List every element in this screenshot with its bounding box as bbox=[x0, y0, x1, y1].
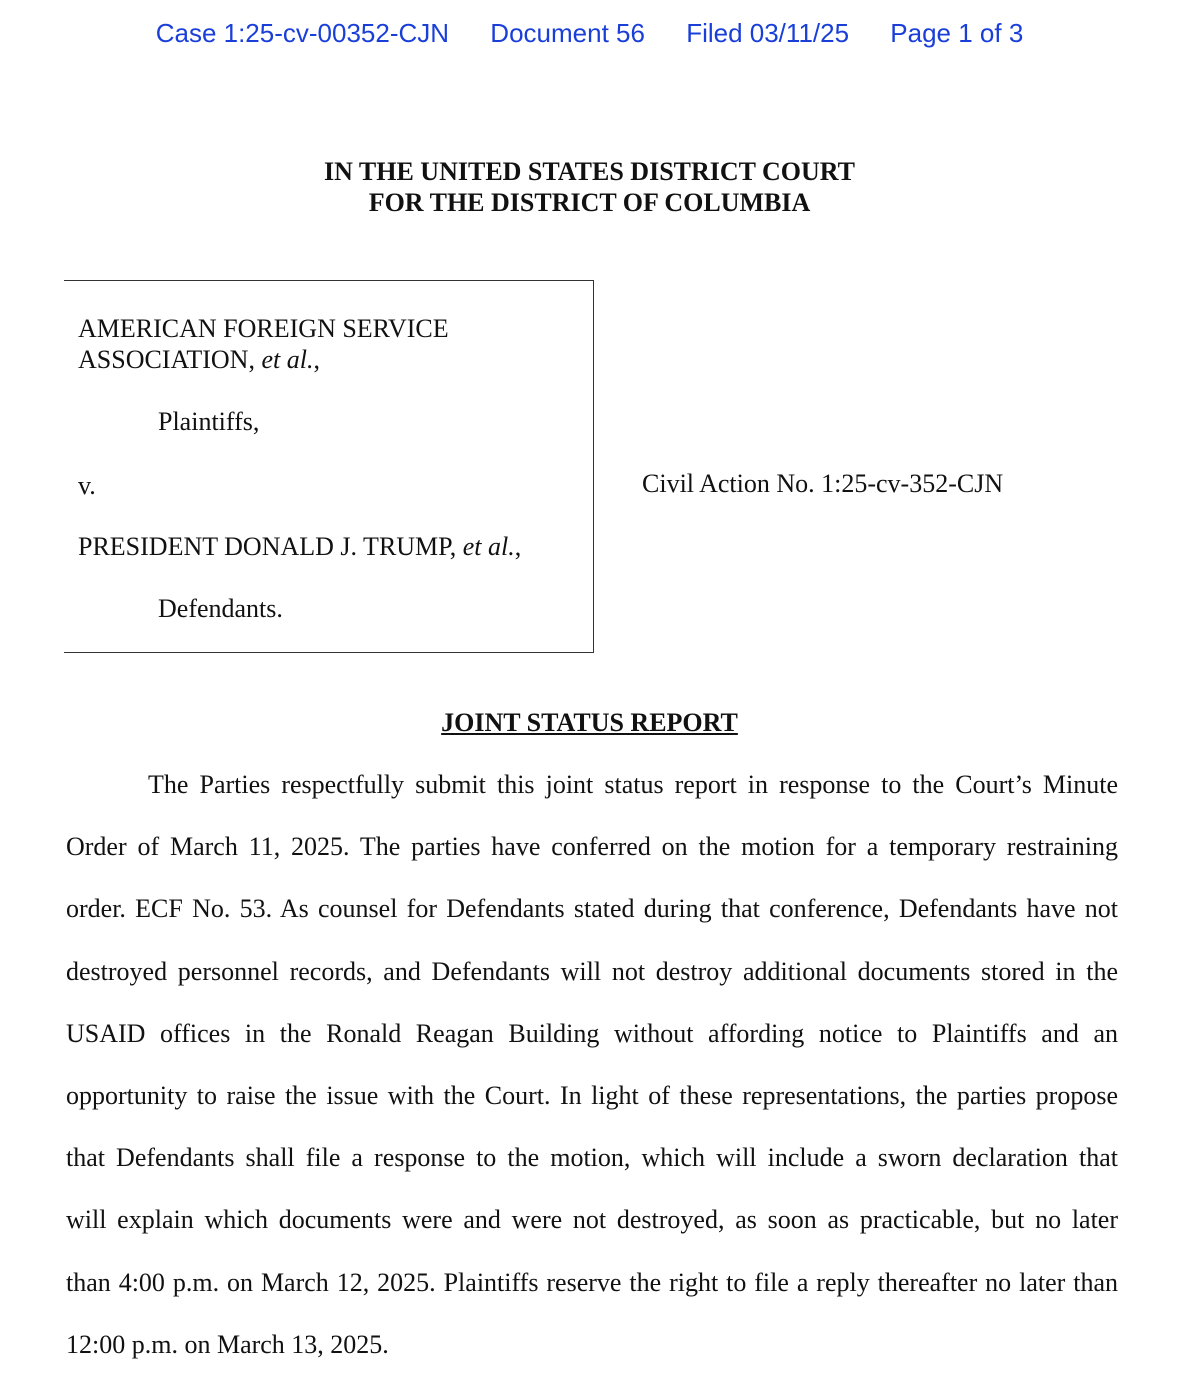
body-line: than 4:00 p.m. on March 12, 2025. Plaintiffs reserve the right to file a reply thereafter no later than bbox=[66, 1267, 1118, 1297]
body-line: Order of March 11, 2025. The parties have conferred on the motion for a temporary restraining bbox=[66, 832, 1118, 862]
court-district: FOR THE DISTRICT OF COLUMBIA bbox=[368, 188, 811, 217]
body-line: opportunity to raise the issue with the Court. In light of these representations, the parties propose bbox=[66, 1080, 1118, 1110]
defendant-name bbox=[78, 531, 521, 562]
plaintiff-role: Plaintiffs, bbox=[158, 407, 260, 436]
plaintiff-name-line2 bbox=[78, 344, 320, 375]
defendant-et-al: et al. bbox=[462, 532, 515, 561]
body-line: 12:00 p.m. on March 13, 2025. bbox=[66, 1329, 389, 1359]
plaintiff-name-line1: AMERICAN FOREIGN SERVICE bbox=[78, 314, 449, 343]
defendant-name-text: PRESIDENT DONALD J. TRUMP, bbox=[78, 532, 457, 561]
plaintiff-et-al: et al. bbox=[261, 345, 314, 374]
body-line: order. ECF No. 53. As counsel for Defendants stated during that conference, Defendants have not bbox=[66, 894, 1118, 924]
court-name: IN THE UNITED STATES DISTRICT COURT bbox=[323, 157, 856, 186]
page-indicator: Page 1 of 3 bbox=[890, 18, 1024, 48]
body-line: will explain which documents were and were not destroyed, as soon as practicable, but no later bbox=[66, 1205, 1118, 1235]
body-line: USAID offices in the Ronald Reagan Building without affording notice to Plaintiffs and an bbox=[66, 1018, 1118, 1048]
filed-date: Filed 03/11/25 bbox=[686, 18, 850, 48]
defendant-role: Defendants. bbox=[158, 594, 283, 623]
case-number: Case 1:25-cv-00352-CJN bbox=[155, 18, 450, 48]
body-line: The Parties respectfully submit this joint status report in response to the Court’s Minute bbox=[148, 770, 1118, 799]
court-heading bbox=[0, 156, 1179, 218]
defendant-comma: , bbox=[514, 532, 522, 561]
document-number: Document 56 bbox=[490, 18, 645, 48]
plaintiff-name-text: ASSOCIATION, bbox=[78, 345, 255, 374]
case-caption-box bbox=[64, 280, 594, 653]
body-paragraph bbox=[66, 767, 1118, 1389]
body-line: that Defendants shall file a response to the motion, which will include a sworn declaration that bbox=[66, 1143, 1118, 1173]
report-title: JOINT STATUS REPORT bbox=[441, 708, 738, 737]
versus: v. bbox=[78, 471, 96, 500]
body-line: destroyed personnel records, and Defendants will not destroy additional documents stored in the bbox=[66, 956, 1118, 986]
plaintiff-comma: , bbox=[313, 345, 320, 374]
civil-action-number: Civil Action No. 1:25-cv-352-CJN bbox=[642, 469, 1004, 498]
ecf-header bbox=[0, 18, 1179, 49]
